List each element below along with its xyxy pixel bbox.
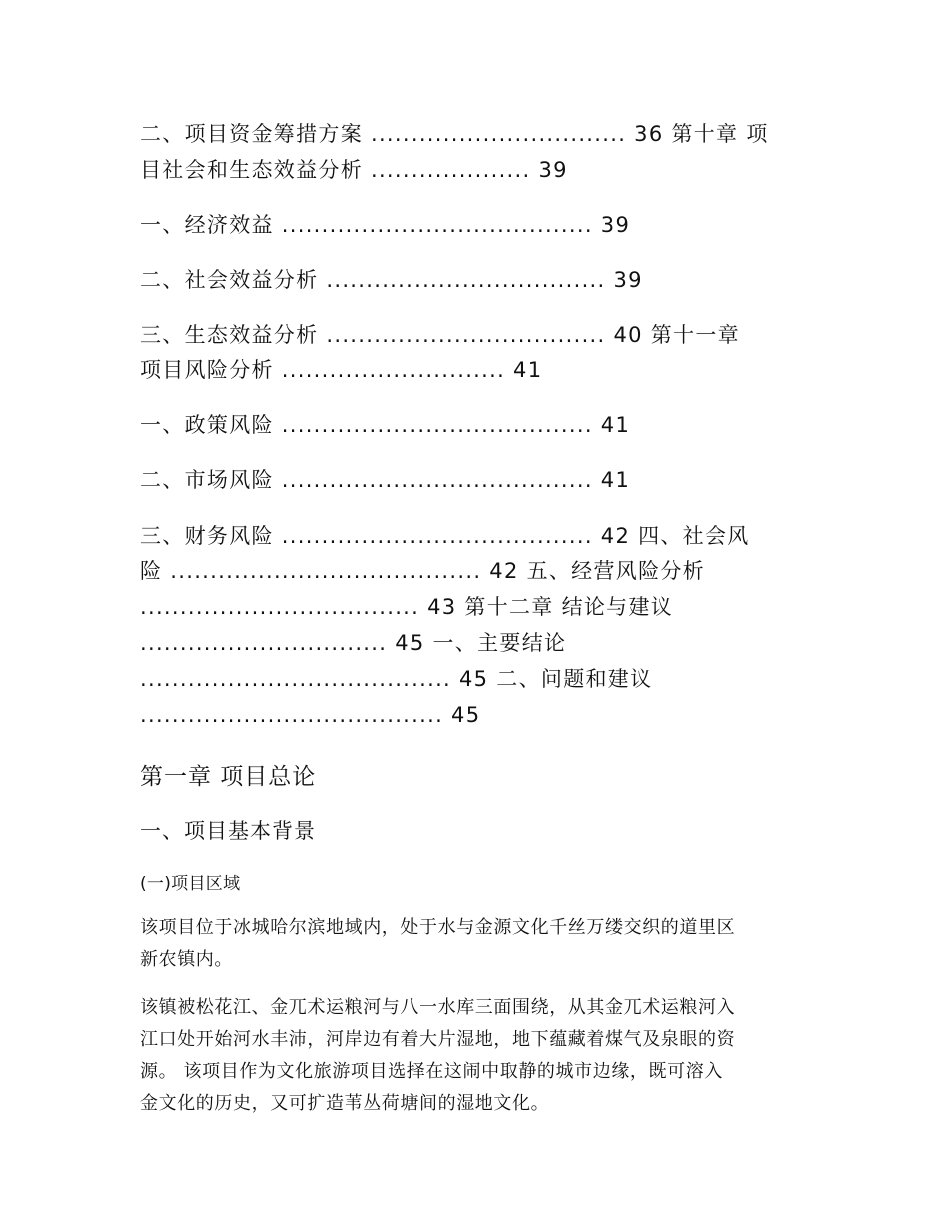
toc-line: 一、经济效益 ....................................... 39 — [140, 213, 631, 237]
paragraph-line: 金文化的历史，又可扩造苇丛荷塘间的湿地文化。 — [140, 1093, 550, 1114]
toc-line: 二、项目资金筹措方案 ................................ 36 第十章 项 — [140, 122, 769, 146]
paragraph-line: 新农镇内。 — [140, 949, 233, 970]
toc-line: ...................................... 45 — [140, 703, 481, 727]
chapter-title: 第一章 项目总论 — [140, 764, 317, 790]
paragraph-line: 江口处开始河水丰沛，河岸边有着大片湿地，地下蕴藏着煤气及泉眼的资 — [140, 1029, 736, 1050]
toc-line: 三、生态效益分析 ................................... 40 第十一章 — [140, 323, 740, 347]
toc-line: 一、政策风险 ....................................... 41 — [140, 413, 631, 437]
toc-line: 三、财务风险 ....................................... 42 四、社会风 — [140, 524, 750, 548]
toc-line: 险 ....................................... 42 五、经营风险分析 — [140, 559, 705, 583]
paragraph-line: 该镇被松花江、金兀术运粮河与八一水库三面围绕，从其金兀术运粮河入 — [140, 997, 736, 1018]
section-title: 一、项目基本背景 — [140, 819, 316, 843]
paragraph-line: 该项目位于冰城哈尔滨地域内，处于水与金源文化千丝万缕交织的道里区 — [140, 917, 736, 938]
toc-line: ....................................... 45 二、问题和建议 — [140, 667, 653, 691]
subsection-title: (一)项目区域 — [140, 874, 241, 894]
toc-line: 二、社会效益分析 ................................... 39 — [140, 268, 643, 292]
toc-line: ................................... 43 第十二章 结论与建议 — [140, 595, 674, 619]
toc-line: ............................... 45 一、主要结论 — [140, 631, 567, 655]
paragraph-line: 源。 该项目作为文化旅游项目选择在这闹中取静的城市边缘，既可溶入 — [140, 1061, 723, 1082]
toc-line: 项目风险分析 ............................ 41 — [140, 358, 543, 382]
toc-line: 二、市场风险 ....................................... 41 — [140, 468, 631, 492]
toc-line: 目社会和生态效益分析 .................... 39 — [140, 158, 568, 182]
